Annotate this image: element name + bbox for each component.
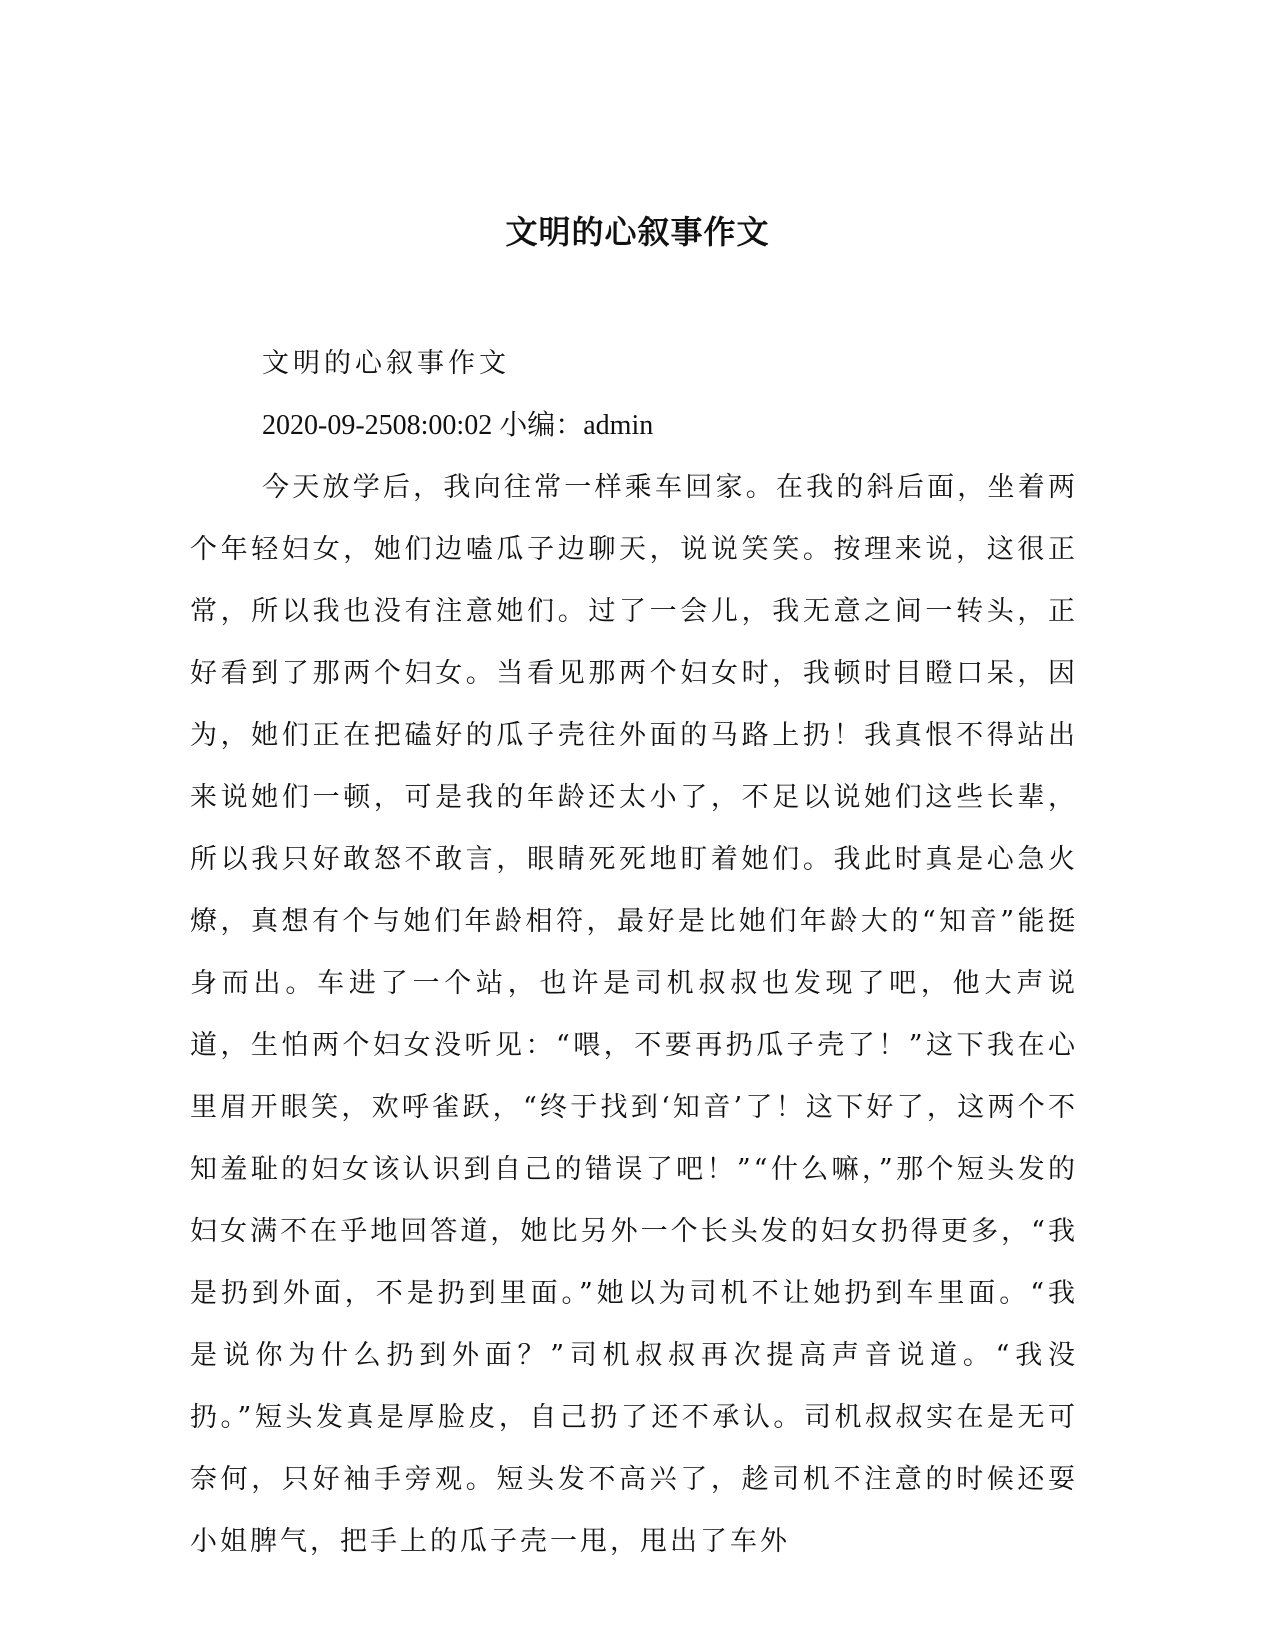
article-meta: [190, 395, 1078, 457]
body-paragraph: 今天放学后，我向往常一样乘车回家。在我的斜后面，坐着两个年轻妇女，她们边嗑瓜子边聊天，说说笑笑。按理来说，这很正常，所以我也没有注意她们。过了一会儿，我无意之间一转头，正好看到了那两个妇女。当看见那两个妇女时，我顿时目瞪口呆，因为，她们正在把磕好的瓜子壳往外面的马路上扔！我真恨不得站出来说她们一顿，可是我的年龄还太小了，不足以说她们这些长辈，所以我只好敢怒不敢言，眼睛死死地盯着她们。我此时真是心急火燎，真想有个与她们年龄相符，最好是比她们年龄大的“知音”能挺身而出。车进了一个站，也许是司机叔叔也发现了吧，他大声说道，生怕两个妇女没听见：“喂，不要再扔瓜子壳了！”这下我在心里眉开眼笑，欢呼雀跃，“终于找到‘知音’了！这下好了，这两个不知羞耻的妇女该认识到自己的错误了吧！”“什么嘛，”那个短头发的妇女满不在乎地回答道，她比另外一个长头发的妇女扔得更多，“我是扔到外面，不是扔到里面。”她以为司机不让她扔到车里面。“我是说你为什么扔到外面？”司机叔叔再次提高声音说道。“我没扔。”短头发真是厚脸皮，自己扔了还不承认。司机叔叔实在是无可奈何，只好袖手旁观。短头发不高兴了，趁司机不注意的时候还耍小姐脾气，把手上的瓜子壳一甩，甩出了车外: [190, 472, 1078, 1557]
publish-date: 2020-09-2508:00:02: [262, 410, 493, 441]
document-body: [190, 333, 1078, 1573]
editor-label: 小编：: [499, 410, 584, 441]
document-title: 文明的心叙事作文: [505, 213, 770, 251]
editor-name: admin: [583, 410, 654, 441]
article-subtitle: 文明的心叙事作文: [262, 348, 510, 379]
